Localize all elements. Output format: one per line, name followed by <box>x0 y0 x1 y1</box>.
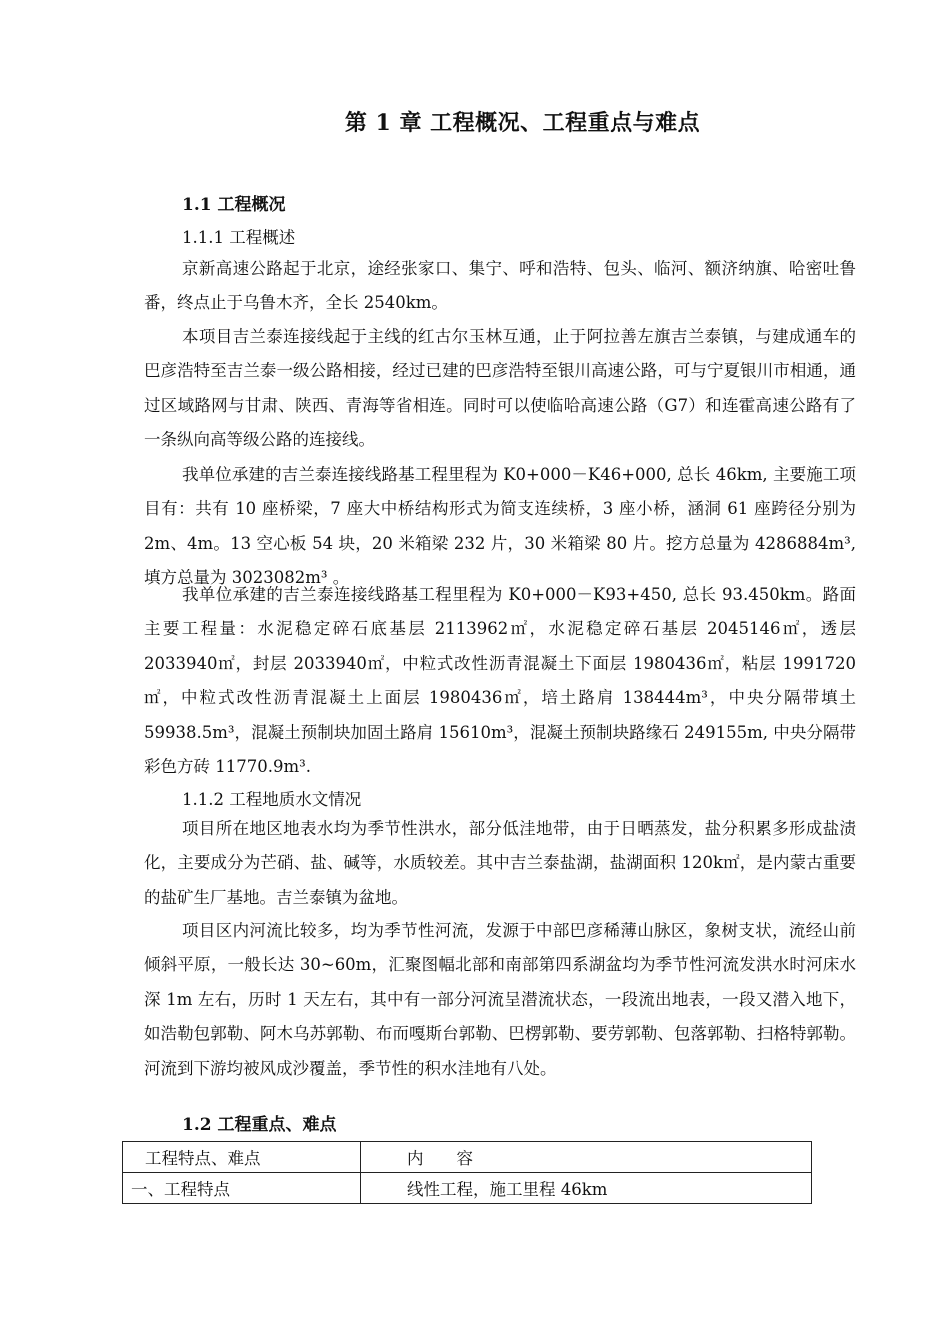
section-heading-1-2: 1.2 工程重点、难点 <box>182 1115 337 1135</box>
table-header-cell: 内 容 <box>361 1142 812 1173</box>
paragraph-surface-water: 项目所在地区地表水均为季节性洪水，部分低洼地带，由于日晒蒸发，盐分积累多形成盐渍化，主要成分为芒硝、盐、碱等，水质较差。其中吉兰泰盐湖，盐湖面积 120k㎡，是内蒙古重要的盐矿生厂基地。吉兰泰镇为盆地。 <box>144 819 856 907</box>
key-points-table <box>122 1141 812 1204</box>
table-header-cell: 工程特点、难点 <box>123 1142 361 1173</box>
table-header-row <box>123 1142 812 1173</box>
paragraph-project-location: 本项目吉兰泰连接线起于主线的红古尔玉林互通，止于阿拉善左旗吉兰泰镇，与建成通车的巴彦浩特至吉兰泰一级公路相接，经过已建的巴彦浩特至银川高速公路，可与宁夏银川市相通，通过区域路网与甘肃、陕西、青海等省相连。同时可以使临哈高速公路（G7）和连霍高速公路有了一条纵向高等级公路的连接线。 <box>144 327 856 450</box>
section-heading-1-1: 1.1 工程概况 <box>182 195 286 215</box>
section-heading-1-1-2: 1.1.2 工程地质水文情况 <box>182 790 362 809</box>
paragraph-pavement-works: 我单位承建的吉兰泰连接线路基工程里程为 K0+000－K93+450, 总长 93.450km。路面主要工程量：水泥稳定碎石底基层 2113962㎡，水泥稳定碎石基层 2045146㎡，透层 2033940㎡，封层 2033940㎡，中粒式改性沥青混凝土下面层 1980436㎡，粘层 1991720㎡，中粒式改性沥青混凝土上面层 1980436㎡，培土路肩 138444m³，中央分隔带填土 59938.5m³，混凝土预制块加固土路肩 15610m³，混凝土预制块路缘石 249155m, 中央分隔带彩色方砖 11770.9m³. <box>144 585 856 777</box>
table-row <box>123 1173 812 1204</box>
table-cell: 一、工程特点 <box>123 1173 361 1204</box>
paragraph-subgrade-works: 我单位承建的吉兰泰连接线路基工程里程为 K0+000－K46+000, 总长 46km, 主要施工项目有：共有 10 座桥梁，7 座大中桥结构形式为简支连续桥，3 座小桥，涵洞 61 座跨径分别为 2m、4m。13 空心板 54 块，20 米箱梁 232 片，30 米箱梁 80 片。挖方总量为 4286884m³, 填方总量为 3023082m³ 。 <box>144 465 856 588</box>
table-cell: 线性工程，施工里程 46km <box>361 1173 812 1204</box>
paragraph-rivers: 项目区内河流比较多，均为季节性河流，发源于中部巴彦稀薄山脉区，象树支状，流经山前倾斜平原，一般长达 30~60m，汇聚图幅北部和南部第四系湖盆均为季节性河流发洪水时河床水深 1m 左右，历时 1 天左右，其中有一部分河流呈潜流状态，一段流出地表，一段又潜入地下，如浩勒包郭勒、阿木乌苏郭勒、布而嘎斯台郭勒、巴楞郭勒、要劳郭勒、包落郭勒、扫格特郭勒。河流到下游均被风成沙覆盖，季节性的积水洼地有八处。 <box>144 921 856 1078</box>
section-heading-1-1-1: 1.1.1 工程概述 <box>182 228 296 247</box>
paragraph-route-overview: 京新高速公路起于北京，途经张家口、集宁、呼和浩特、包头、临河、额济纳旗、哈密吐鲁番，终点止于乌鲁木齐，全长 2540km。 <box>144 259 856 313</box>
chapter-title: 第 1 章 工程概况、工程重点与难点 <box>344 110 701 136</box>
